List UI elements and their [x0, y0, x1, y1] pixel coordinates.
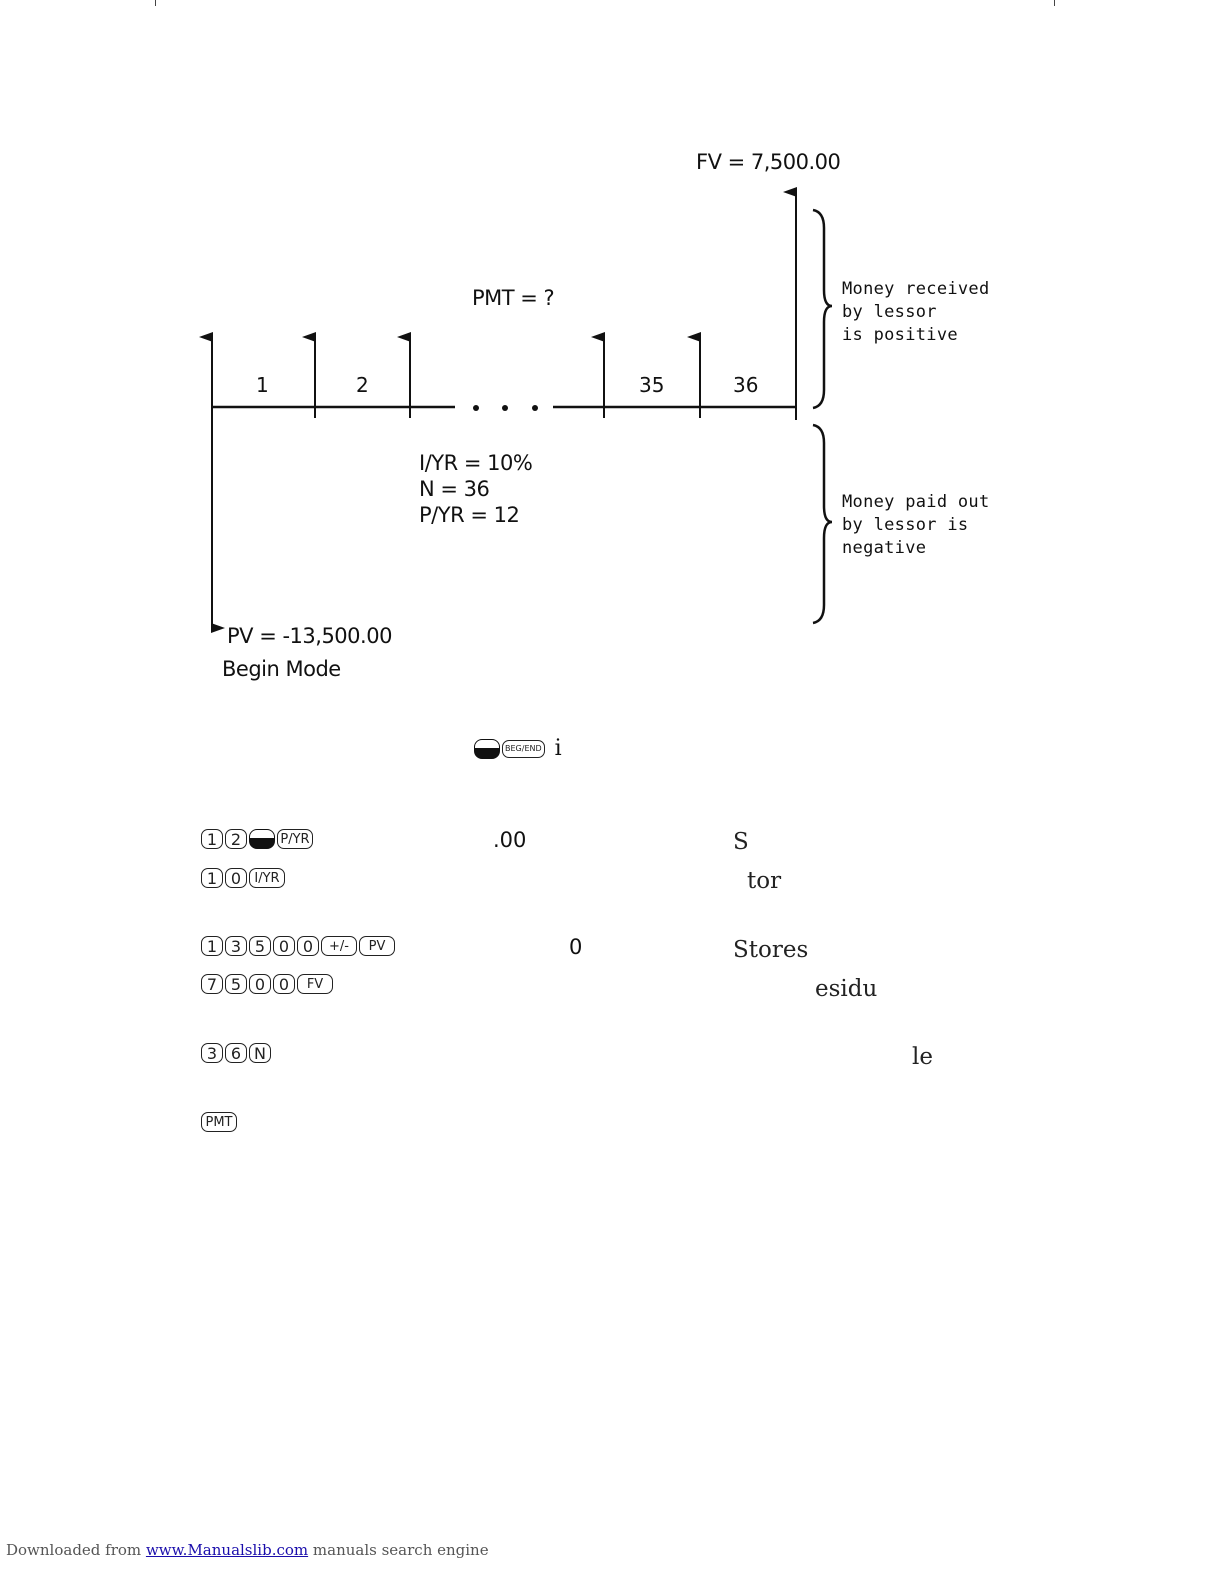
keystroke-row [201, 936, 395, 956]
positive-brace [813, 210, 832, 408]
digit-key[interactable]: 1 [201, 936, 223, 956]
ellipsis-dot [532, 405, 538, 411]
periods-param: N = 36 [419, 477, 490, 501]
footer-prefix: Downloaded from [6, 1541, 142, 1559]
pv-label: PV = -13,500.00 [227, 624, 392, 648]
digit-key[interactable]: 6 [225, 1043, 247, 1063]
digit-key[interactable]: 3 [201, 1043, 223, 1063]
keystroke-row [201, 974, 333, 994]
fv-label: FV = 7,500.00 [696, 150, 841, 174]
n-key[interactable]: N [249, 1043, 271, 1063]
step-description: esidu [815, 976, 878, 1002]
digit-key[interactable]: 0 [273, 936, 295, 956]
pmt-key[interactable]: PMT [201, 1112, 237, 1132]
keystroke-row [201, 1043, 271, 1063]
negative-note: Money paid out by lessor is negative [842, 492, 990, 558]
digit-key[interactable]: 5 [225, 974, 247, 994]
mode-label: Begin Mode [222, 657, 341, 681]
digit-key[interactable]: 0 [249, 974, 271, 994]
cash-flow-diagram [0, 0, 1224, 720]
digit-key[interactable]: 1 [201, 829, 223, 849]
pv-key[interactable]: PV [359, 936, 395, 956]
begin-mode-suffix: i [554, 736, 562, 761]
step-description: tor [747, 868, 782, 894]
footer [6, 1541, 489, 1559]
period-label: 2 [356, 373, 369, 397]
digit-key[interactable]: 0 [273, 974, 295, 994]
digit-key[interactable]: 3 [225, 936, 247, 956]
digit-key[interactable]: 2 [225, 829, 247, 849]
pmt-label: PMT = ? [472, 286, 555, 310]
manualslib-link[interactable]: www.Manualslib.com [145, 1541, 309, 1559]
step-description: Stores [733, 937, 809, 963]
beg-end-key[interactable]: BEG/END [502, 740, 545, 758]
digit-key[interactable]: 0 [225, 868, 247, 888]
positive-note: Money received by lessor is positive [842, 279, 990, 345]
period-label: 36 [733, 373, 759, 397]
keystroke-row [201, 868, 285, 888]
digit-key[interactable]: 7 [201, 974, 223, 994]
step-description: S [733, 829, 749, 855]
shift-key[interactable] [249, 829, 275, 849]
step-description: le [912, 1044, 933, 1070]
period-label: 1 [256, 373, 269, 397]
period-label: 35 [639, 373, 665, 397]
digit-key[interactable]: 1 [201, 868, 223, 888]
ellipsis-dot [502, 405, 508, 411]
display-value: .00 [493, 828, 527, 852]
shift-key[interactable] [474, 739, 500, 759]
keystroke-row [201, 829, 313, 849]
payments-per-year-param: P/YR = 12 [419, 503, 520, 527]
interest-rate-param: I/YR = 10% [419, 451, 533, 475]
negative-brace [813, 425, 832, 623]
pyr-key[interactable]: P/YR [277, 829, 313, 849]
begin-mode-keys [474, 736, 562, 761]
footer-suffix: manuals search engine [312, 1541, 489, 1559]
fv-key[interactable]: FV [297, 974, 333, 994]
digit-key[interactable]: 0 [297, 936, 319, 956]
digit-key[interactable]: 5 [249, 936, 271, 956]
keystroke-row [201, 1112, 237, 1132]
iyr-key[interactable]: I/YR [249, 868, 285, 888]
display-value: 0 [569, 935, 583, 959]
ellipsis-dot [473, 405, 479, 411]
change-sign-key[interactable]: +/- [321, 936, 357, 956]
